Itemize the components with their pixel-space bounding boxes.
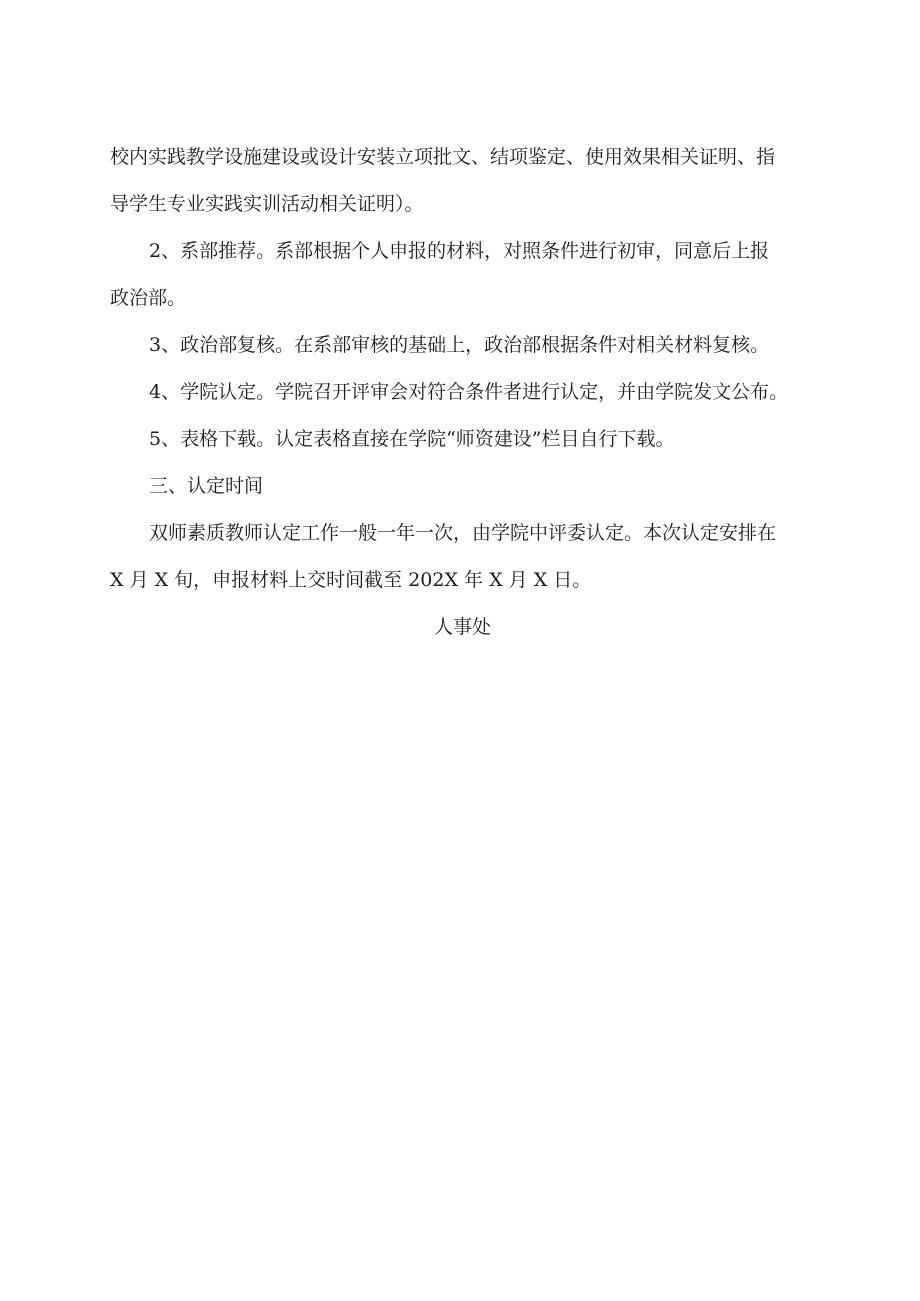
paragraph-line-10: X 月 X 旬，申报材料上交时间截至 202X 年 X 月 X 日。 [110, 569, 592, 591]
paragraph-line-9: 双师素质教师认定工作一般一年一次，由学院中评委认定。本次认定安排在 [149, 522, 777, 544]
document-body [110, 138, 815, 655]
paragraph-line-6: 4、学院认定。学院召开评审会对符合条件者进行认定，并由学院发文公布。 [149, 381, 789, 403]
paragraph-line-3: 2、系部推荐。系部根据个人申报的材料，对照条件进行初审，同意后上报 [149, 240, 770, 262]
paragraph-line-1: 校内实践教学设施建设或设计安装立项批文、结项鉴定、使用效果相关证明、指 [110, 146, 776, 168]
paragraph-line-7: 5、表格下载。认定表格直接在学院“师资建设”栏目自行下载。 [149, 428, 675, 450]
paragraph-line-2: 导学生专业实践实训活动相关证明）。 [110, 193, 424, 215]
paragraph-line-4: 政治部。 [110, 287, 187, 309]
signature-department: 人事处 [433, 616, 491, 638]
paragraph-line-5: 3、政治部复核。在系部审核的基础上，政治部根据条件对相关材料复核。 [149, 334, 770, 356]
section-heading-time: 三、认定时间 [149, 475, 264, 497]
